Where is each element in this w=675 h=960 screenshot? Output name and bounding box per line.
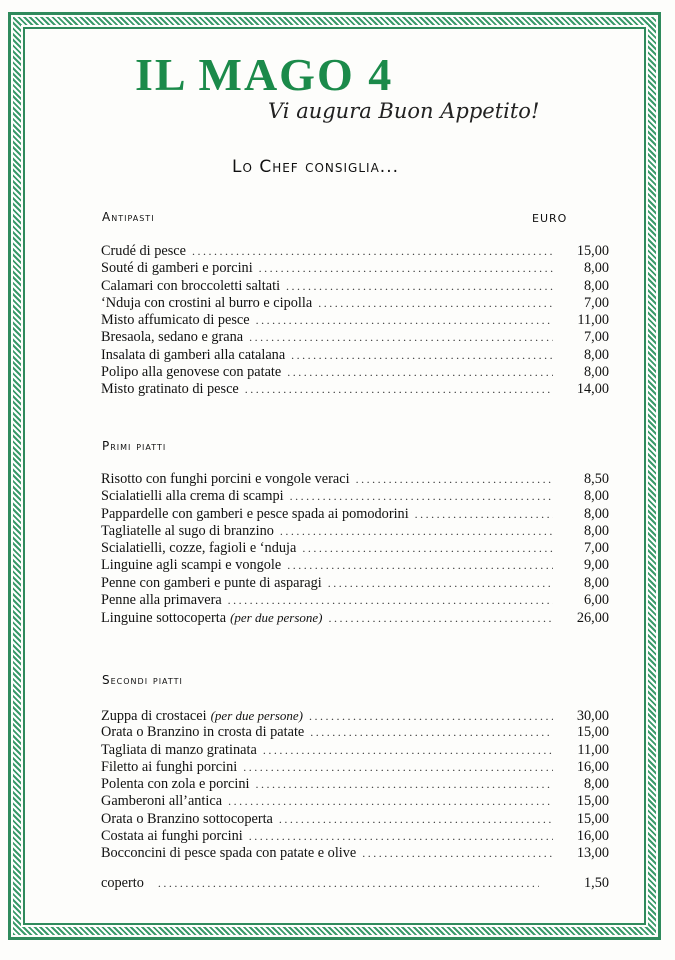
menu-item (101, 488, 609, 505)
menu-item-price: 8,00 (583, 488, 609, 505)
subtitle: Vi augura Buon Appetito! (268, 99, 540, 123)
menu-item-price: 30,00 (576, 708, 609, 724)
dot-leader (286, 278, 553, 295)
menu-item-name-text: Risotto con funghi porcini e vongole veraci (101, 471, 350, 487)
menu-item (101, 742, 609, 759)
menu-item-name (101, 845, 356, 862)
menu-item-price: 15,00 (576, 810, 609, 827)
menu-item-name-text: Filetto ai funghi porcini (101, 758, 238, 775)
menu-item-name-text: Zuppa di crostacei (101, 708, 207, 724)
dot-leader (280, 523, 553, 540)
dot-leader (279, 811, 553, 828)
menu-item-name-text: Polenta con zola e porcini (101, 776, 250, 793)
menu-item (101, 592, 609, 609)
menu-item-name-text: Scialatielli, cozze, fagioli e ‘nduja (101, 540, 297, 557)
menu-item-name (101, 278, 280, 295)
dot-leader (158, 875, 539, 892)
menu-item (101, 471, 609, 488)
menu-item-name-text: Polipo alla genovese con patate (101, 364, 282, 381)
menu-item-price: 8,00 (583, 364, 609, 381)
dot-leader (329, 610, 554, 627)
menu-item-name-text: Linguine sottocoperta (101, 610, 227, 627)
dot-leader (192, 243, 553, 260)
dot-leader (245, 381, 553, 398)
menu-item (101, 776, 609, 793)
dot-leader (415, 506, 553, 523)
menu-item-name-text: Bocconcini di pesce spada con patate e olive (101, 845, 357, 862)
menu-item-name (101, 742, 257, 759)
menu-item-name (101, 707, 303, 725)
menu-item-price: 8,00 (583, 522, 609, 539)
menu-item-price: 8,00 (583, 574, 609, 591)
menu-item-name-text: Penne alla primavera (101, 592, 222, 609)
menu-item-price: 15,00 (576, 724, 609, 741)
coperto-label: coperto (101, 875, 144, 891)
menu-item-name (101, 488, 284, 505)
menu-item (101, 759, 609, 776)
menu-item (101, 278, 609, 295)
menu-item-name-text: Misto gratinato di pesce (101, 381, 239, 398)
dot-leader (310, 724, 553, 741)
menu-item-price: 13,00 (576, 845, 609, 862)
dot-leader (309, 708, 553, 725)
menu-item-name (101, 575, 322, 592)
menu-item (101, 381, 609, 398)
menu-item-price: 8,00 (583, 260, 609, 277)
menu-item-name-text: Misto affumicato di pesce (101, 312, 250, 329)
menu-item-name-text: Scialatielli alla crema di scampi (101, 488, 284, 505)
menu-item-name (101, 793, 222, 810)
menu-item-name (101, 776, 249, 793)
dot-leader (318, 295, 553, 312)
menu-item (101, 506, 609, 523)
menu-item-note: (per due persone) (210, 708, 304, 723)
dot-leader (263, 742, 553, 759)
menu-item-name-text: Costata ai funghi porcini (101, 828, 243, 845)
menu-item-price: 7,00 (583, 294, 609, 311)
menu-item-name (101, 828, 243, 845)
menu-item-name (101, 609, 323, 627)
menu-item (101, 312, 609, 329)
menu-item-name (101, 506, 409, 523)
menu-item-note: (per due persone) (230, 610, 323, 626)
menu-item-name (101, 471, 350, 488)
coperto-price: 1,50 (583, 875, 609, 891)
restaurant-title: IL MAGO 4 (135, 49, 394, 100)
dot-leader (249, 329, 553, 346)
menu-item-name-text: Penne con gamberi e punte di asparagi (101, 574, 322, 591)
menu-item-name (101, 811, 273, 828)
menu-item-name (101, 523, 274, 540)
menu-item-name (101, 540, 296, 557)
menu-item-price: 11,00 (577, 741, 609, 758)
menu-item-name (101, 243, 186, 260)
menu-item-name (101, 759, 237, 776)
menu-item-name-text: Souté di gamberi e porcini (101, 260, 253, 277)
menu-item-name (101, 381, 239, 398)
dot-leader (290, 488, 553, 505)
menu-item-price: 8,00 (583, 277, 609, 294)
menu-item (101, 845, 609, 862)
menu-item-price: 9,00 (583, 557, 609, 574)
menu-item (101, 329, 609, 346)
menu-item (101, 557, 609, 574)
menu-item (101, 295, 609, 312)
secondi-list (101, 707, 609, 863)
dot-leader (291, 347, 553, 364)
menu-item-price: 14,00 (576, 381, 609, 398)
menu-item (101, 523, 609, 540)
menu-item-name-text: Gamberoni all’antica (101, 793, 223, 810)
menu-item-name-text: ‘Nduja con crostini al burro e cipolla (101, 294, 313, 311)
menu-item (101, 707, 609, 724)
menu-item (101, 609, 609, 626)
menu-item (101, 364, 609, 381)
menu-item-name (101, 557, 281, 574)
menu-item-price: 15,00 (576, 793, 609, 810)
menu-item-name (101, 364, 281, 381)
menu-item-price: 26,00 (576, 610, 609, 627)
menu-item-price: 8,50 (583, 471, 609, 487)
menu-item-price: 16,00 (576, 828, 609, 845)
dot-leader (302, 540, 553, 557)
menu-item-name-text: Orata o Branzino sottocoperta (101, 810, 273, 827)
menu-item (101, 347, 609, 364)
menu-item-price: 16,00 (576, 758, 609, 775)
menu-item-name-text: Insalata di gamberi alla catalana (101, 346, 286, 363)
dot-leader (287, 557, 553, 574)
dot-leader (243, 759, 553, 776)
menu-item (101, 260, 609, 277)
dot-leader (356, 471, 553, 488)
chef-recommends-heading: Lo Chef consiglia... (232, 157, 400, 177)
menu-item-name (101, 295, 312, 312)
menu-item-name (101, 260, 253, 277)
coperto-row (101, 875, 609, 892)
menu-item-name-text: Linguine agli scampi e vongole (101, 557, 282, 574)
dot-leader (256, 312, 553, 329)
menu-item-price: 8,00 (583, 776, 609, 793)
menu-item (101, 811, 609, 828)
menu-item-price: 15,00 (576, 243, 609, 259)
dot-leader (328, 575, 553, 592)
antipasti-heading: Antipasti (102, 210, 155, 224)
menu-item-name (101, 347, 285, 364)
primi-heading: Primi piatti (102, 439, 167, 453)
dot-leader (228, 793, 553, 810)
menu-item-price: 6,00 (583, 592, 609, 609)
menu-item (101, 828, 609, 845)
primi-list (101, 471, 609, 627)
menu-item-price: 8,00 (583, 346, 609, 363)
menu-item-price: 8,00 (583, 505, 609, 522)
dot-leader (287, 364, 553, 381)
dot-leader (362, 845, 553, 862)
dot-leader (259, 260, 553, 277)
menu-item-name-text: Crudé di pesce (101, 243, 186, 259)
menu-item-name (101, 592, 222, 609)
menu-item-name-text: Calamari con broccoletti saltati (101, 277, 281, 294)
menu-item-name-text: Tagliatelle al sugo di branzino (101, 522, 274, 539)
menu-item-name-text: Bresaola, sedano e grana (101, 329, 244, 346)
menu-item-name-text: Pappardelle con gamberi e pesce spada ai pomodorini (101, 505, 409, 522)
secondi-heading: Secondi piatti (102, 673, 183, 687)
currency-label: EURO (532, 212, 568, 225)
menu-item-name (101, 312, 250, 329)
menu-item-name (101, 329, 243, 346)
menu-item (101, 540, 609, 557)
dot-leader (249, 828, 553, 845)
menu-item-price: 7,00 (583, 329, 609, 346)
menu-item (101, 724, 609, 741)
antipasti-list (101, 243, 609, 399)
menu-item (101, 243, 609, 260)
menu-item-name-text: Tagliata di manzo gratinata (101, 741, 257, 758)
menu-item (101, 575, 609, 592)
menu-item-price: 7,00 (583, 540, 609, 557)
menu-item-price: 11,00 (577, 312, 609, 329)
menu-item-name (101, 724, 304, 741)
dot-leader (228, 592, 553, 609)
menu-item (101, 793, 609, 810)
dot-leader (255, 776, 553, 793)
menu-item-name-text: Orata o Branzino in crosta di patate (101, 724, 305, 741)
